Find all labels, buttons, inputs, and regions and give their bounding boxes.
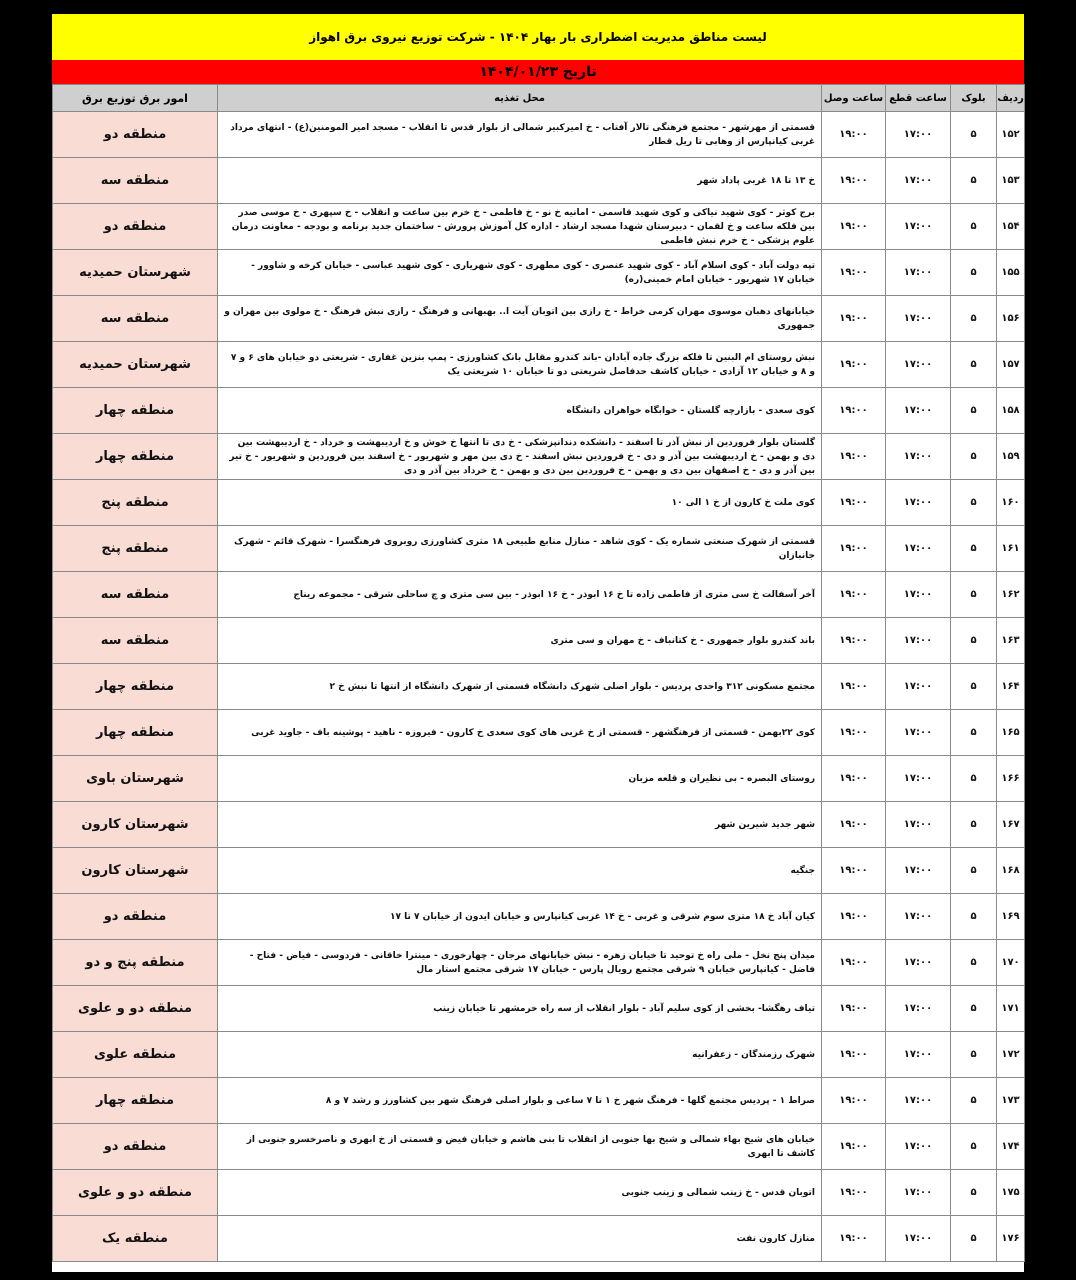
cell-location: اتوبان قدس - خ زینب شمالی و زینب جنوبی [218, 1170, 822, 1216]
col-header-cut-time: ساعت قطع [886, 85, 951, 112]
cell-block: ۵ [951, 1078, 997, 1124]
cell-connect-time: ۱۹:۰۰ [822, 1032, 886, 1078]
cell-connect-time: ۱۹:۰۰ [822, 848, 886, 894]
cell-department: منطقه چهار [53, 710, 218, 756]
table-row [53, 388, 1025, 434]
cell-location: خیابان های شیخ بهاء شمالی و شیخ بها جنوبی از انقلاب تا بنی هاشم و خیابان فیض و قسمتی از خ ابهری و ناصرخسرو جنوبی از کاشف تا ابهری [218, 1124, 822, 1170]
cell-cut-time: ۱۷:۰۰ [886, 480, 951, 526]
cell-row-number: ۱۵۹ [997, 434, 1025, 480]
table-row [53, 158, 1025, 204]
cell-cut-time: ۱۷:۰۰ [886, 434, 951, 480]
cell-connect-time: ۱۹:۰۰ [822, 664, 886, 710]
table-row [53, 480, 1025, 526]
cell-row-number: ۱۷۱ [997, 986, 1025, 1032]
cell-department: منطقه دو [53, 204, 218, 250]
table-row [53, 572, 1025, 618]
cell-location: کوی ملت خ کارون از خ ۱ الی ۱۰ [218, 480, 822, 526]
cell-row-number: ۱۶۵ [997, 710, 1025, 756]
col-header-row-number: ردیف [997, 85, 1025, 112]
schedule-date: تاریخ ۱۴۰۴/۰۱/۲۳ [52, 60, 1024, 84]
cell-location: منازل کارون نفت [218, 1216, 822, 1262]
cell-department: منطقه پنج [53, 526, 218, 572]
cell-location: خیابانهای دهبان موسوی مهران کرمی خراط - خ رازی بین اتوبان آیت ا.. بهبهانی و فرهنگ - رازی نبش فرهنگ - خ مولوی بین مهران و جمهوری [218, 296, 822, 342]
cell-cut-time: ۱۷:۰۰ [886, 296, 951, 342]
cell-connect-time: ۱۹:۰۰ [822, 986, 886, 1032]
cell-department: منطقه چهار [53, 434, 218, 480]
cell-connect-time: ۱۹:۰۰ [822, 388, 886, 434]
cell-location: آخر آسفالت خ سی متری از فاطمی زاده تا خ ۱۶ ابوذر - خ ۱۶ ابوذر - بین سی متری و چ ساحلی شرقی - مجموعه ریناج [218, 572, 822, 618]
cell-location: تیاف رهگشا- بخشی از کوی سلیم آباد - بلوار انقلاب از سه راه خرمشهر تا خیابان زینب [218, 986, 822, 1032]
cell-cut-time: ۱۷:۰۰ [886, 894, 951, 940]
cell-block: ۵ [951, 342, 997, 388]
cell-block: ۵ [951, 1170, 997, 1216]
cell-row-number: ۱۷۰ [997, 940, 1025, 986]
cell-connect-time: ۱۹:۰۰ [822, 1170, 886, 1216]
cell-location: گلستان بلوار فروردین از نبش آذر تا اسفند - دانشکده دندانپزشکی - خ دی تا انتها خ خوش و خ اردیبهشت و خرداد - خ اردیبهشت بین دی و بهمن - خ اردیبهشت بین آذر و دی - خ فروردین نبش اسفند - خ دی بین مهر و شهریور - خ اسفند بین فروردین و شهریور - خ تیر بین آذر و دی - خ اصفهان بین دی و بهمن - خ فروردین بین دی و بهمن - خ خرداد بین آذر و دی [218, 434, 822, 480]
cell-location: شهر جدید شیرین شهر [218, 802, 822, 848]
cell-department: منطقه سه [53, 296, 218, 342]
cell-location: روستای البصره - بی نظیران و قلعه مزبان [218, 756, 822, 802]
cell-department: منطقه سه [53, 572, 218, 618]
table-row [53, 1216, 1025, 1262]
table-row [53, 664, 1025, 710]
cell-row-number: ۱۵۲ [997, 112, 1025, 158]
cell-block: ۵ [951, 204, 997, 250]
cell-location: کوی ۲۲بهمن - قسمتی از فرهنگشهر - قسمتی از خ غربی های کوی سعدی خ کارون - فیروزه - ناهید - پوشینه باف - جاوید غربی [218, 710, 822, 756]
cell-connect-time: ۱۹:۰۰ [822, 618, 886, 664]
cell-connect-time: ۱۹:۰۰ [822, 204, 886, 250]
cell-cut-time: ۱۷:۰۰ [886, 1124, 951, 1170]
cell-connect-time: ۱۹:۰۰ [822, 250, 886, 296]
table-header-row [53, 85, 1025, 112]
cell-department: منطقه دو [53, 1124, 218, 1170]
cell-block: ۵ [951, 894, 997, 940]
table-row [53, 710, 1025, 756]
cell-row-number: ۱۶۶ [997, 756, 1025, 802]
cell-row-number: ۱۵۶ [997, 296, 1025, 342]
cell-location: قسمتی از مهرشهر - مجتمع فرهنگی تالار آفتاب - خ امیرکبیر شمالی از بلوار قدس تا انقلاب - مسجد امیر المومنین(ع) - انتهای مرداد غربی کیانپارس از وهابی تا ریل قطار [218, 112, 822, 158]
cell-location: تپه دولت آباد - کوی اسلام آباد - کوی شهید عنصری - کوی مطهری - کوی شهریاری - کوی شهید عباسی - خیابان کرخه و شاوور - خیابان ۱۷ شهریور - خیابان امام خمینی(ره) [218, 250, 822, 296]
cell-cut-time: ۱۷:۰۰ [886, 756, 951, 802]
cell-cut-time: ۱۷:۰۰ [886, 1216, 951, 1262]
cell-block: ۵ [951, 986, 997, 1032]
cell-block: ۵ [951, 296, 997, 342]
cell-cut-time: ۱۷:۰۰ [886, 1170, 951, 1216]
cell-row-number: ۱۷۴ [997, 1124, 1025, 1170]
cell-block: ۵ [951, 1216, 997, 1262]
cell-department: شهرستان باوی [53, 756, 218, 802]
cell-block: ۵ [951, 250, 997, 296]
table-row [53, 434, 1025, 480]
cell-location: کیان آباد خ ۱۸ متری سوم شرقی و غربی - خ ۱۴ غربی کیانپارس و خیابان ایدون از خیابان ۷ تا ۱۷ [218, 894, 822, 940]
cell-cut-time: ۱۷:۰۰ [886, 710, 951, 756]
cell-department: منطقه دو و علوی [53, 1170, 218, 1216]
table-row [53, 894, 1025, 940]
cell-block: ۵ [951, 434, 997, 480]
cell-department: منطقه دو [53, 112, 218, 158]
cell-block: ۵ [951, 664, 997, 710]
table-row [53, 250, 1025, 296]
cell-connect-time: ۱۹:۰۰ [822, 802, 886, 848]
cell-row-number: ۱۶۹ [997, 894, 1025, 940]
cell-department: شهرستان کارون [53, 848, 218, 894]
cell-row-number: ۱۶۴ [997, 664, 1025, 710]
cell-cut-time: ۱۷:۰۰ [886, 848, 951, 894]
table-row [53, 802, 1025, 848]
cell-row-number: ۱۶۲ [997, 572, 1025, 618]
table-row [53, 112, 1025, 158]
table-row [53, 296, 1025, 342]
cell-row-number: ۱۷۳ [997, 1078, 1025, 1124]
cell-connect-time: ۱۹:۰۰ [822, 342, 886, 388]
table-row [53, 1170, 1025, 1216]
cell-block: ۵ [951, 1124, 997, 1170]
cell-location: قسمتی از شهرک صنعتی شماره یک - کوی شاهد - منازل منابع طبیعی ۱۸ متری کشاورزی روبروی فرهنگسرا - شهرک قائم - شهرک جانبازان [218, 526, 822, 572]
cell-block: ۵ [951, 480, 997, 526]
cell-cut-time: ۱۷:۰۰ [886, 342, 951, 388]
cell-row-number: ۱۶۷ [997, 802, 1025, 848]
table-row [53, 618, 1025, 664]
cell-department: منطقه یک [53, 1216, 218, 1262]
cell-location: باند کندرو بلوار جمهوری - خ کتانباف - خ مهران و سی متری [218, 618, 822, 664]
cell-department: منطقه سه [53, 618, 218, 664]
cell-connect-time: ۱۹:۰۰ [822, 1124, 886, 1170]
col-header-connect-time: ساعت وصل [822, 85, 886, 112]
table-row [53, 940, 1025, 986]
cell-location: مجتمع مسکونی ۳۱۲ واحدی پردیس - بلوار اصلی شهرک دانشگاه قسمتی از شهرک دانشگاه از انتها تا نبش خ ۲ [218, 664, 822, 710]
cell-cut-time: ۱۷:۰۰ [886, 388, 951, 434]
cell-row-number: ۱۶۰ [997, 480, 1025, 526]
cell-location: میدان پنج نخل - ملی راه خ توحید تا خیابان زهره - نبش خیابانهای مرجان - چهارخوری - مینترا خاقانی - فردوسی - فیاض - فتاح - فاضل - کیانپارس خیابان ۹ شرقی مجتمع رویال پارس - خیابان ۱۷ شرقی مجتمع استار مال [218, 940, 822, 986]
cell-location: کوی سعدی - بازارچه گلستان - خوابگاه خواهران دانشگاه [218, 388, 822, 434]
cell-block: ۵ [951, 1032, 997, 1078]
table-row [53, 1124, 1025, 1170]
cell-row-number: ۱۷۲ [997, 1032, 1025, 1078]
cell-connect-time: ۱۹:۰۰ [822, 526, 886, 572]
table-row [53, 204, 1025, 250]
cell-connect-time: ۱۹:۰۰ [822, 710, 886, 756]
cell-cut-time: ۱۷:۰۰ [886, 618, 951, 664]
cell-department: شهرستان کارون [53, 802, 218, 848]
cell-department: منطقه دو و علوی [53, 986, 218, 1032]
cell-department: منطقه پنج [53, 480, 218, 526]
cell-row-number: ۱۵۳ [997, 158, 1025, 204]
cell-cut-time: ۱۷:۰۰ [886, 986, 951, 1032]
col-header-department: امور برق توزیع برق [53, 85, 218, 112]
col-header-location: محل تغذیه [218, 85, 822, 112]
cell-cut-time: ۱۷:۰۰ [886, 204, 951, 250]
cell-connect-time: ۱۹:۰۰ [822, 756, 886, 802]
cell-row-number: ۱۵۴ [997, 204, 1025, 250]
table-row [53, 848, 1025, 894]
cell-department: منطقه چهار [53, 664, 218, 710]
cell-block: ۵ [951, 388, 997, 434]
cell-row-number: ۱۵۷ [997, 342, 1025, 388]
cell-department: شهرستان حمیدیه [53, 250, 218, 296]
cell-department: منطقه چهار [53, 1078, 218, 1124]
cell-connect-time: ۱۹:۰۰ [822, 572, 886, 618]
table-row [53, 526, 1025, 572]
cell-cut-time: ۱۷:۰۰ [886, 526, 951, 572]
cell-row-number: ۱۷۶ [997, 1216, 1025, 1262]
table-row [53, 756, 1025, 802]
table-row [53, 342, 1025, 388]
left-black-margin [0, 0, 52, 1280]
cell-block: ۵ [951, 756, 997, 802]
cell-row-number: ۱۵۵ [997, 250, 1025, 296]
cell-location: نبش روستای ام البنین تا فلکه بزرگ جاده آبادان -باند کندرو مقابل بانک کشاورزی - پمپ بنزین غفاری - شریعتی دو خیابان های ۶ و ۷ و ۸ و خیابان ۱۲ آزادی - خیابان کاشف حدفاصل شریعتی دو تا خیابان ۱۰ شریعتی یک [218, 342, 822, 388]
cell-cut-time: ۱۷:۰۰ [886, 112, 951, 158]
cell-block: ۵ [951, 526, 997, 572]
cell-block: ۵ [951, 710, 997, 756]
cell-department: منطقه دو [53, 894, 218, 940]
cell-cut-time: ۱۷:۰۰ [886, 664, 951, 710]
table-row [53, 1078, 1025, 1124]
cell-connect-time: ۱۹:۰۰ [822, 296, 886, 342]
cell-block: ۵ [951, 158, 997, 204]
cell-connect-time: ۱۹:۰۰ [822, 158, 886, 204]
cell-department: شهرستان حمیدیه [53, 342, 218, 388]
cell-department: منطقه پنج و دو [53, 940, 218, 986]
cell-location: صراط ۱ - پردیس مجتمع گلها - فرهنگ شهر خ ۱ تا ۷ ساعی و بلوار اصلی فرهنگ شهر بین کشاورز و رشد ۷ و ۸ [218, 1078, 822, 1124]
cell-connect-time: ۱۹:۰۰ [822, 940, 886, 986]
cell-cut-time: ۱۷:۰۰ [886, 802, 951, 848]
cell-location: جنگیه [218, 848, 822, 894]
cell-connect-time: ۱۹:۰۰ [822, 1078, 886, 1124]
cell-cut-time: ۱۷:۰۰ [886, 940, 951, 986]
cell-cut-time: ۱۷:۰۰ [886, 1078, 951, 1124]
cell-cut-time: ۱۷:۰۰ [886, 1032, 951, 1078]
cell-connect-time: ۱۹:۰۰ [822, 434, 886, 480]
table-row [53, 986, 1025, 1032]
cell-location: شهرک رزمندگان - زعفرانیه [218, 1032, 822, 1078]
cell-location: خ ۱۳ تا ۱۸ غربی پاداد شهر [218, 158, 822, 204]
cell-cut-time: ۱۷:۰۰ [886, 250, 951, 296]
cell-block: ۵ [951, 940, 997, 986]
cell-department: منطقه سه [53, 158, 218, 204]
cell-connect-time: ۱۹:۰۰ [822, 112, 886, 158]
cell-cut-time: ۱۷:۰۰ [886, 158, 951, 204]
cell-block: ۵ [951, 572, 997, 618]
outage-table [52, 84, 1025, 1262]
page-title: لیست مناطق مدیریت اضطراری بار بهار ۱۴۰۴ - شرکت توزیع نیروی برق اهواز [52, 14, 1024, 60]
cell-block: ۵ [951, 112, 997, 158]
cell-connect-time: ۱۹:۰۰ [822, 1216, 886, 1262]
cell-row-number: ۱۷۵ [997, 1170, 1025, 1216]
col-header-block: بلوک [951, 85, 997, 112]
cell-department: منطقه علوی [53, 1032, 218, 1078]
cell-location: برج کوثر - کوی شهید نیاکی و کوی شهید قاسمی - امانیه خ نو - خ فاطمی - خ خرم بین ساعت و انقلاب - خ سپهری - خ موسی صدر بین فلکه ساعت و خ لقمان - دبیرستان شهدا مسجد ارشاد - اداره کل آموزش پرورش - ساختمان جدید برنامه و بودجه - معاونت درمان علوم پزشکی - خ خرم نبش فاطمی [218, 204, 822, 250]
cell-block: ۵ [951, 618, 997, 664]
outage-schedule-sheet [52, 14, 1024, 1272]
cell-block: ۵ [951, 802, 997, 848]
cell-connect-time: ۱۹:۰۰ [822, 480, 886, 526]
cell-row-number: ۱۶۳ [997, 618, 1025, 664]
cell-row-number: ۱۵۸ [997, 388, 1025, 434]
cell-row-number: ۱۶۸ [997, 848, 1025, 894]
table-row [53, 1032, 1025, 1078]
cell-row-number: ۱۶۱ [997, 526, 1025, 572]
cell-cut-time: ۱۷:۰۰ [886, 572, 951, 618]
cell-block: ۵ [951, 848, 997, 894]
cell-department: منطقه چهار [53, 388, 218, 434]
cell-connect-time: ۱۹:۰۰ [822, 894, 886, 940]
